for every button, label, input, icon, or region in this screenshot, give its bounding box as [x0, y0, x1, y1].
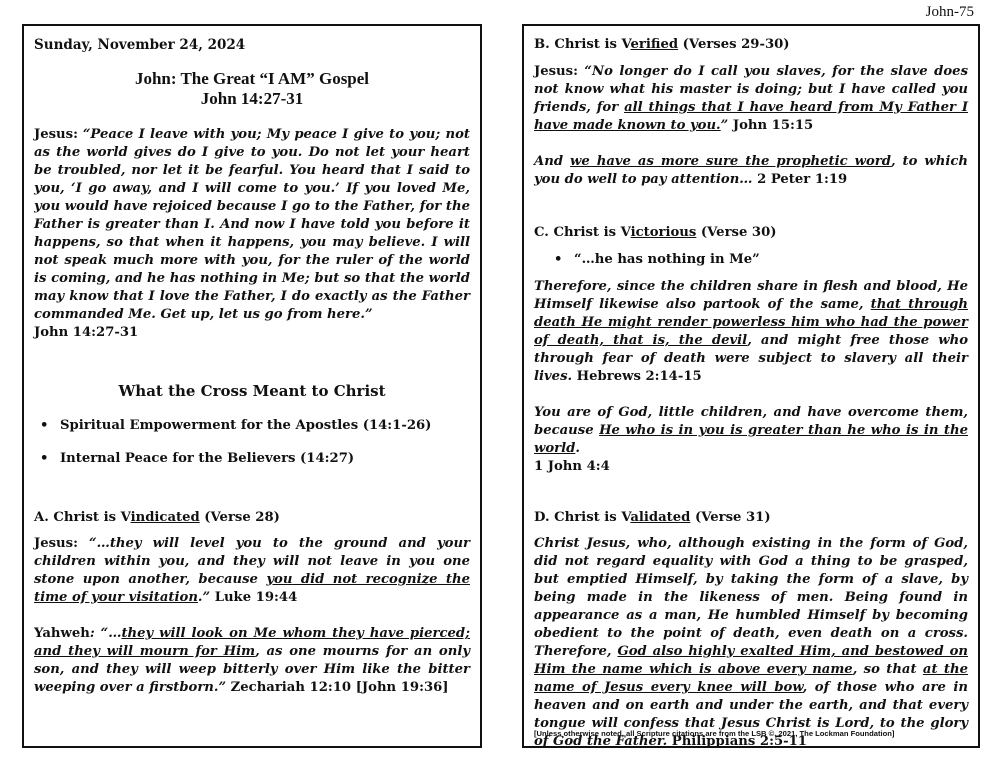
main-passage: Jesus: “Peace I leave with you; My peace I give to you; not as the world gives do I give to you. Do not let your heart be troubled, nor let it be fearful. You heard that I said to you, ‘I go away, and I will come to you.’ If you loved Me, you would have rejoiced because I go to the Father, for the Father is greater than I. And now I have told you before it happens, so that when it happens, you may believe. I will not speak much more with you, for the ruler of the world is coming, and he has nothing in Me; but so that the world may know that I love the Father, I do exactly as the Father commanded Me. Get up, let us go from here.” John 14:27-31: [34, 127, 470, 340]
left-panel: [22, 24, 482, 748]
section-a-quote-1: Jesus: “…they will level you to the ground and your children within you, and they will not leave in you one stone upon another, because you did not recognize the time of your visitation.” Luke 19:44: [34, 536, 470, 605]
section-b-quote-2: And we have as more sure the prophetic word, to which you do well to pay attention… 2 Peter 1:19: [534, 154, 968, 187]
section-a-quote-2: Yahweh: “…they will look on Me whom they have pierced; and they will mourn for Him, as one mourns for an only son, and they will weep bitterly over Him like the bitter weeping over a firstborn.” Zechariah 12:10 [John 19:36]: [34, 626, 471, 695]
section-b-heading: B. Christ is Verified (Verses 29-30): [534, 37, 790, 52]
section-d-quote: Christ Jesus, who, although existing in the form of God, did not regard equality with God a thing to be grasped, but emptied Himself, by taking the form of a slave, by being made in the likeness of men. Being found in appearance as a man, He humbled Himself by becoming obedient to the point of death, even death on a cross. Therefore, God also highly exalted Him, and bestowed on Him the name which is above every name, so that at the name of Jesus every knee will bow, of those who are in heaven and on earth and under the earth, and that every tongue will confess that Jesus Christ is Lord, to the glory of God the Father. Philippians 2:5-11: [534, 536, 969, 749]
list-item: • Spiritual Empowerment for the Apostles (14:1-26): [60, 418, 470, 433]
section-a-heading: A. Christ is Vindicated (Verse 28): [34, 510, 280, 525]
right-panel: [522, 24, 980, 748]
cross-heading: What the Cross Meant to Christ: [118, 382, 386, 400]
page-number: John-75: [925, 4, 974, 20]
cross-list: [34, 418, 470, 466]
title-line-1: John: The Great “I AM” Gospel: [134, 69, 370, 88]
section-d-heading: D. Christ is Validated (Verse 31): [534, 510, 771, 525]
section-c-list: [534, 252, 968, 267]
title-line-2: John 14:27-31: [200, 89, 304, 108]
section-b-quote-1: Jesus: “No longer do I call you slaves, for the slave does not know what his master is doing; but I have called you friends, for all things that I have heard from My Father I have made known to you.” John 15:15: [534, 64, 968, 133]
series-title: [34, 69, 470, 109]
sermon-date: Sunday, November 24, 2024: [34, 37, 246, 53]
list-item: • “…he has nothing in Me”: [574, 252, 968, 267]
section-c-heading: C. Christ is Victorious (Verse 30): [534, 225, 777, 240]
section-c-quote-2: You are of God, little children, and have overcome them, because He who is in you is greater than he who is in the world. 1 John 4:4: [534, 405, 968, 474]
section-c-quote-1: Therefore, since the children share in flesh and blood, He Himself likewise also partook of the same, that through death He might render powerless him who had the power of death, that is, the devil, and might free those who through fear of death were subject to slavery all their lives. Hebrews 2:14-15: [534, 279, 968, 384]
footnote: [Unless otherwise noted, all Scripture citations are from the LSB ©, 2021, The Lockman Foundation]: [534, 729, 895, 738]
list-item: • Internal Peace for the Believers (14:27): [60, 451, 470, 466]
